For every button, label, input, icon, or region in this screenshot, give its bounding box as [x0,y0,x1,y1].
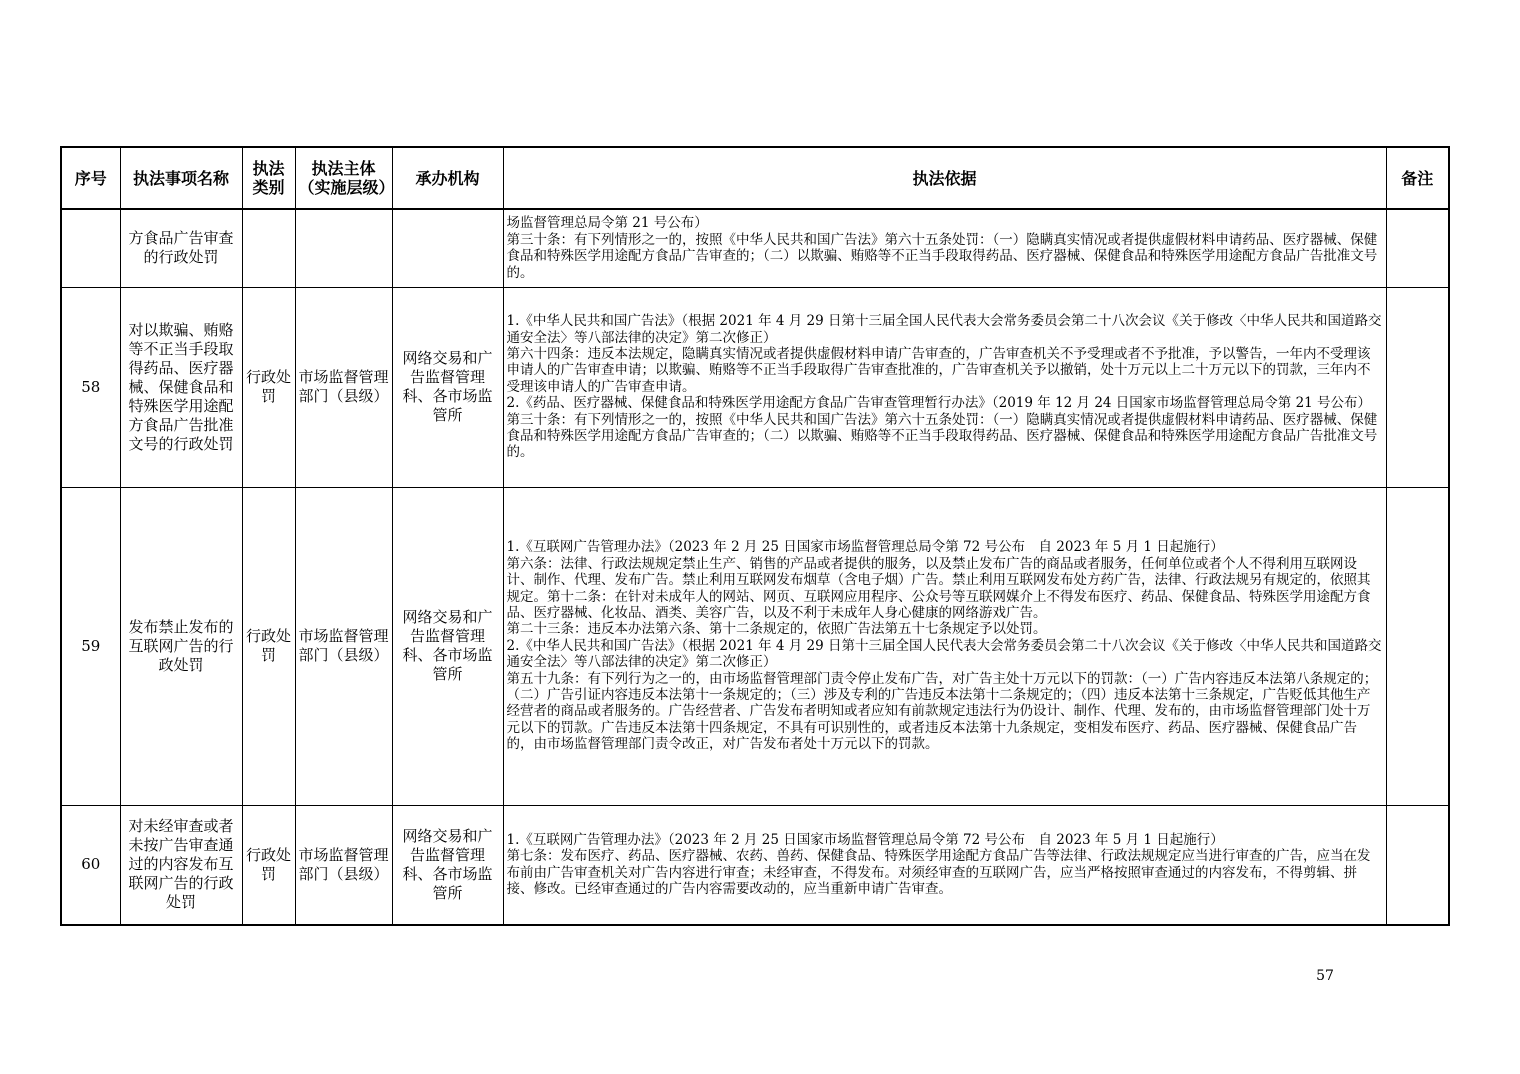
basis-paragraph: 第五十九条：有下列行为之一的，由市场监督管理部门责令停止发布广告，对广告主处十万元以下的罚款：（一）广告内容违反本法第八条规定的；（二）广告引证内容违反本法第十一条规定的；（三）涉及专利的广告违反本法第十二条规定的；（四）违反本法第十三条规定，广告贬低其他生产经营者的商品或者服务的。广告经营者、广告发布者明知或者应知有前款规定违法行为仍设计、制作、代理、发布的，由市场监督管理部门处十万元以下的罚款。广告违反本法第十四条规定，不具有可识别性的，或者违反本法第十九条规定，变相发布医疗、药品、医疗器械、保健食品广告的，由市场监督管理部门责令改正，对广告发布者处十万元以下的罚款。 [506,670,1378,753]
cell-category [242,209,295,287]
cell-category: 行政处罚 [242,287,295,487]
basis-paragraph: 第六十四条：违反本法规定，隐瞒真实情况或者提供虚假材料申请广告审查的，广告审查机关不予受理或者不予批准，予以警告，一年内不受理该申请人的广告审查申请；以欺骗、贿赂等不正当手段取得广告审查批准的，广告审查机关予以撤销，处十万元以上二十万元以下的罚款，三年内不受理该申请人的广告审查申请。 [506,345,1371,395]
basis-paragraph: 2.《中华人民共和国广告法》（根据 2021 年 4 月 29 日第十三届全国人民代表大会常务委员会第二十八次会议《关于修改〈中华人民共和国道路交通安全法〉等八部法律的决定》第二次修正） [506,637,1382,671]
header-item: 执法事项名称 [120,147,242,209]
cell-seq: 58 [61,287,120,487]
cell-office: 网络交易和广告监督管理科、各市场监管所 [392,287,503,487]
cell-basis [503,209,1386,287]
cell-office: 网络交易和广告监督管理科、各市场监管所 [392,487,503,805]
cell-item: 发布禁止发布的互联网广告的行政处罚 [120,487,242,805]
cell-remark [1386,805,1449,925]
cell-basis [503,487,1386,805]
cell-item: 对以欺骗、贿赂等不正当手段取得药品、医疗器械、保健食品和特殊医学用途配方食品广告批准文号的行政处罚 [120,287,242,487]
cell-remark [1386,287,1449,487]
basis-paragraph: 1.《互联网广告管理办法》（2023 年 2 月 25 日国家市场监督管理总局令第 72 号公布 自 2023 年 5 月 1 日起施行） [506,539,1224,556]
basis-paragraph: 第六条：法律、行政法规规定禁止生产、销售的产品或者提供的服务，以及禁止发布广告的商品或者服务，任何单位或者个人不得利用互联网设计、制作、代理、发布广告。禁止利用互联网发布烟草（含电子烟）广告。禁止利用互联网发布处方药广告，法律、行政法规另有规定的，依照其规定。第十二条：在针对未成年人的网站、网页、互联网应用程序、公众号等互联网媒介上不得发布医疗、药品、保健食品、特殊医学用途配方食品、医疗器械、化妆品、酒类、美容广告，以及不利于未成年人身心健康的网络游戏广告。 [506,555,1371,621]
cell-category: 行政处罚 [242,487,295,805]
header-seq: 序号 [61,147,120,209]
cell-subject: 市场监督管理部门（县级） [295,287,392,487]
enforcement-table [60,146,1450,926]
header-remark: 备注 [1386,147,1449,209]
table-row [61,209,1449,287]
basis-paragraph: 2.《药品、医疗器械、保健食品和特殊医学用途配方食品广告审查管理暂行办法》（2019 年 12 月 24 日国家市场监督管理总局令第 21 号公布） [506,395,1372,412]
header-basis: 执法依据 [503,147,1386,209]
cell-seq [61,209,120,287]
header-category: 执法类别 [242,147,295,209]
basis-paragraph: 第二十三条：违反本办法第六条、第十二条规定的，依照广告法第五十七条规定予以处罚。 [506,621,1047,638]
basis-paragraph: 第三十条：有下列情形之一的，按照《中华人民共和国广告法》第六十五条处罚：（一）隐瞒真实情况或者提供虚假材料申请药品、医疗器械、保健食品和特殊医学用途配方食品广告审查的；（二）以欺骗、贿赂等不正当手段取得药品、医疗器械、保健食品和特殊医学用途配方食品广告批准文号的。 [506,231,1378,281]
cell-remark [1386,209,1449,287]
basis-paragraph: 第三十条：有下列情形之一的，按照《中华人民共和国广告法》第六十五条处罚：（一）隐瞒真实情况或者提供虚假材料申请药品、医疗器械、保健食品和特殊医学用途配方食品广告审查的；（二）以欺骗、贿赂等不正当手段取得药品、医疗器械、保健食品和特殊医学用途配方食品广告批准文号的。 [506,411,1378,461]
cell-office [392,209,503,287]
cell-subject: 市场监督管理部门（县级） [295,805,392,925]
page-number: 57 [1316,968,1334,984]
cell-subject [295,209,392,287]
cell-category: 行政处罚 [242,805,295,925]
basis-paragraph: 1.《中华人民共和国广告法》（根据 2021 年 4 月 29 日第十三届全国人民代表大会常务委员会第二十八次会议《关于修改〈中华人民共和国道路交通安全法〉等八部法律的决定》第二次修正） [506,313,1382,346]
cell-remark [1386,487,1449,805]
cell-basis [503,805,1386,925]
table-header-row [61,147,1449,209]
header-office: 承办机构 [392,147,503,209]
basis-paragraph: 场监督管理总局令第 21 号公布） [506,215,708,232]
table-row [61,287,1449,487]
cell-office: 网络交易和广告监督管理科、各市场监管所 [392,805,503,925]
table-row [61,487,1449,805]
cell-item: 方食品广告审查的行政处罚 [120,209,242,287]
cell-seq: 60 [61,805,120,925]
cell-seq: 59 [61,487,120,805]
basis-paragraph: 1.《互联网广告管理办法》（2023 年 2 月 25 日国家市场监督管理总局令第 72 号公布 自 2023 年 5 月 1 日起施行） [506,831,1224,848]
cell-basis [503,287,1386,487]
cell-subject: 市场监督管理部门（县级） [295,487,392,805]
cell-item: 对未经审查或者未按广告审查通过的内容发布互联网广告的行政处罚 [120,805,242,925]
basis-paragraph: 第七条：发布医疗、药品、医疗器械、农药、兽药、保健食品、特殊医学用途配方食品广告等法律、行政法规规定应当进行审查的广告，应当在发布前由广告审查机关对广告内容进行审查；未经审查，不得发布。对须经审查的互联网广告，应当严格按照审查通过的内容发布，不得剪辑、拼接、修改。已经审查通过的广告内容需要改动的，应当重新申请广告审查。 [506,848,1371,898]
table-row [61,805,1449,925]
header-subject: 执法主体（实施层级） [295,147,392,209]
